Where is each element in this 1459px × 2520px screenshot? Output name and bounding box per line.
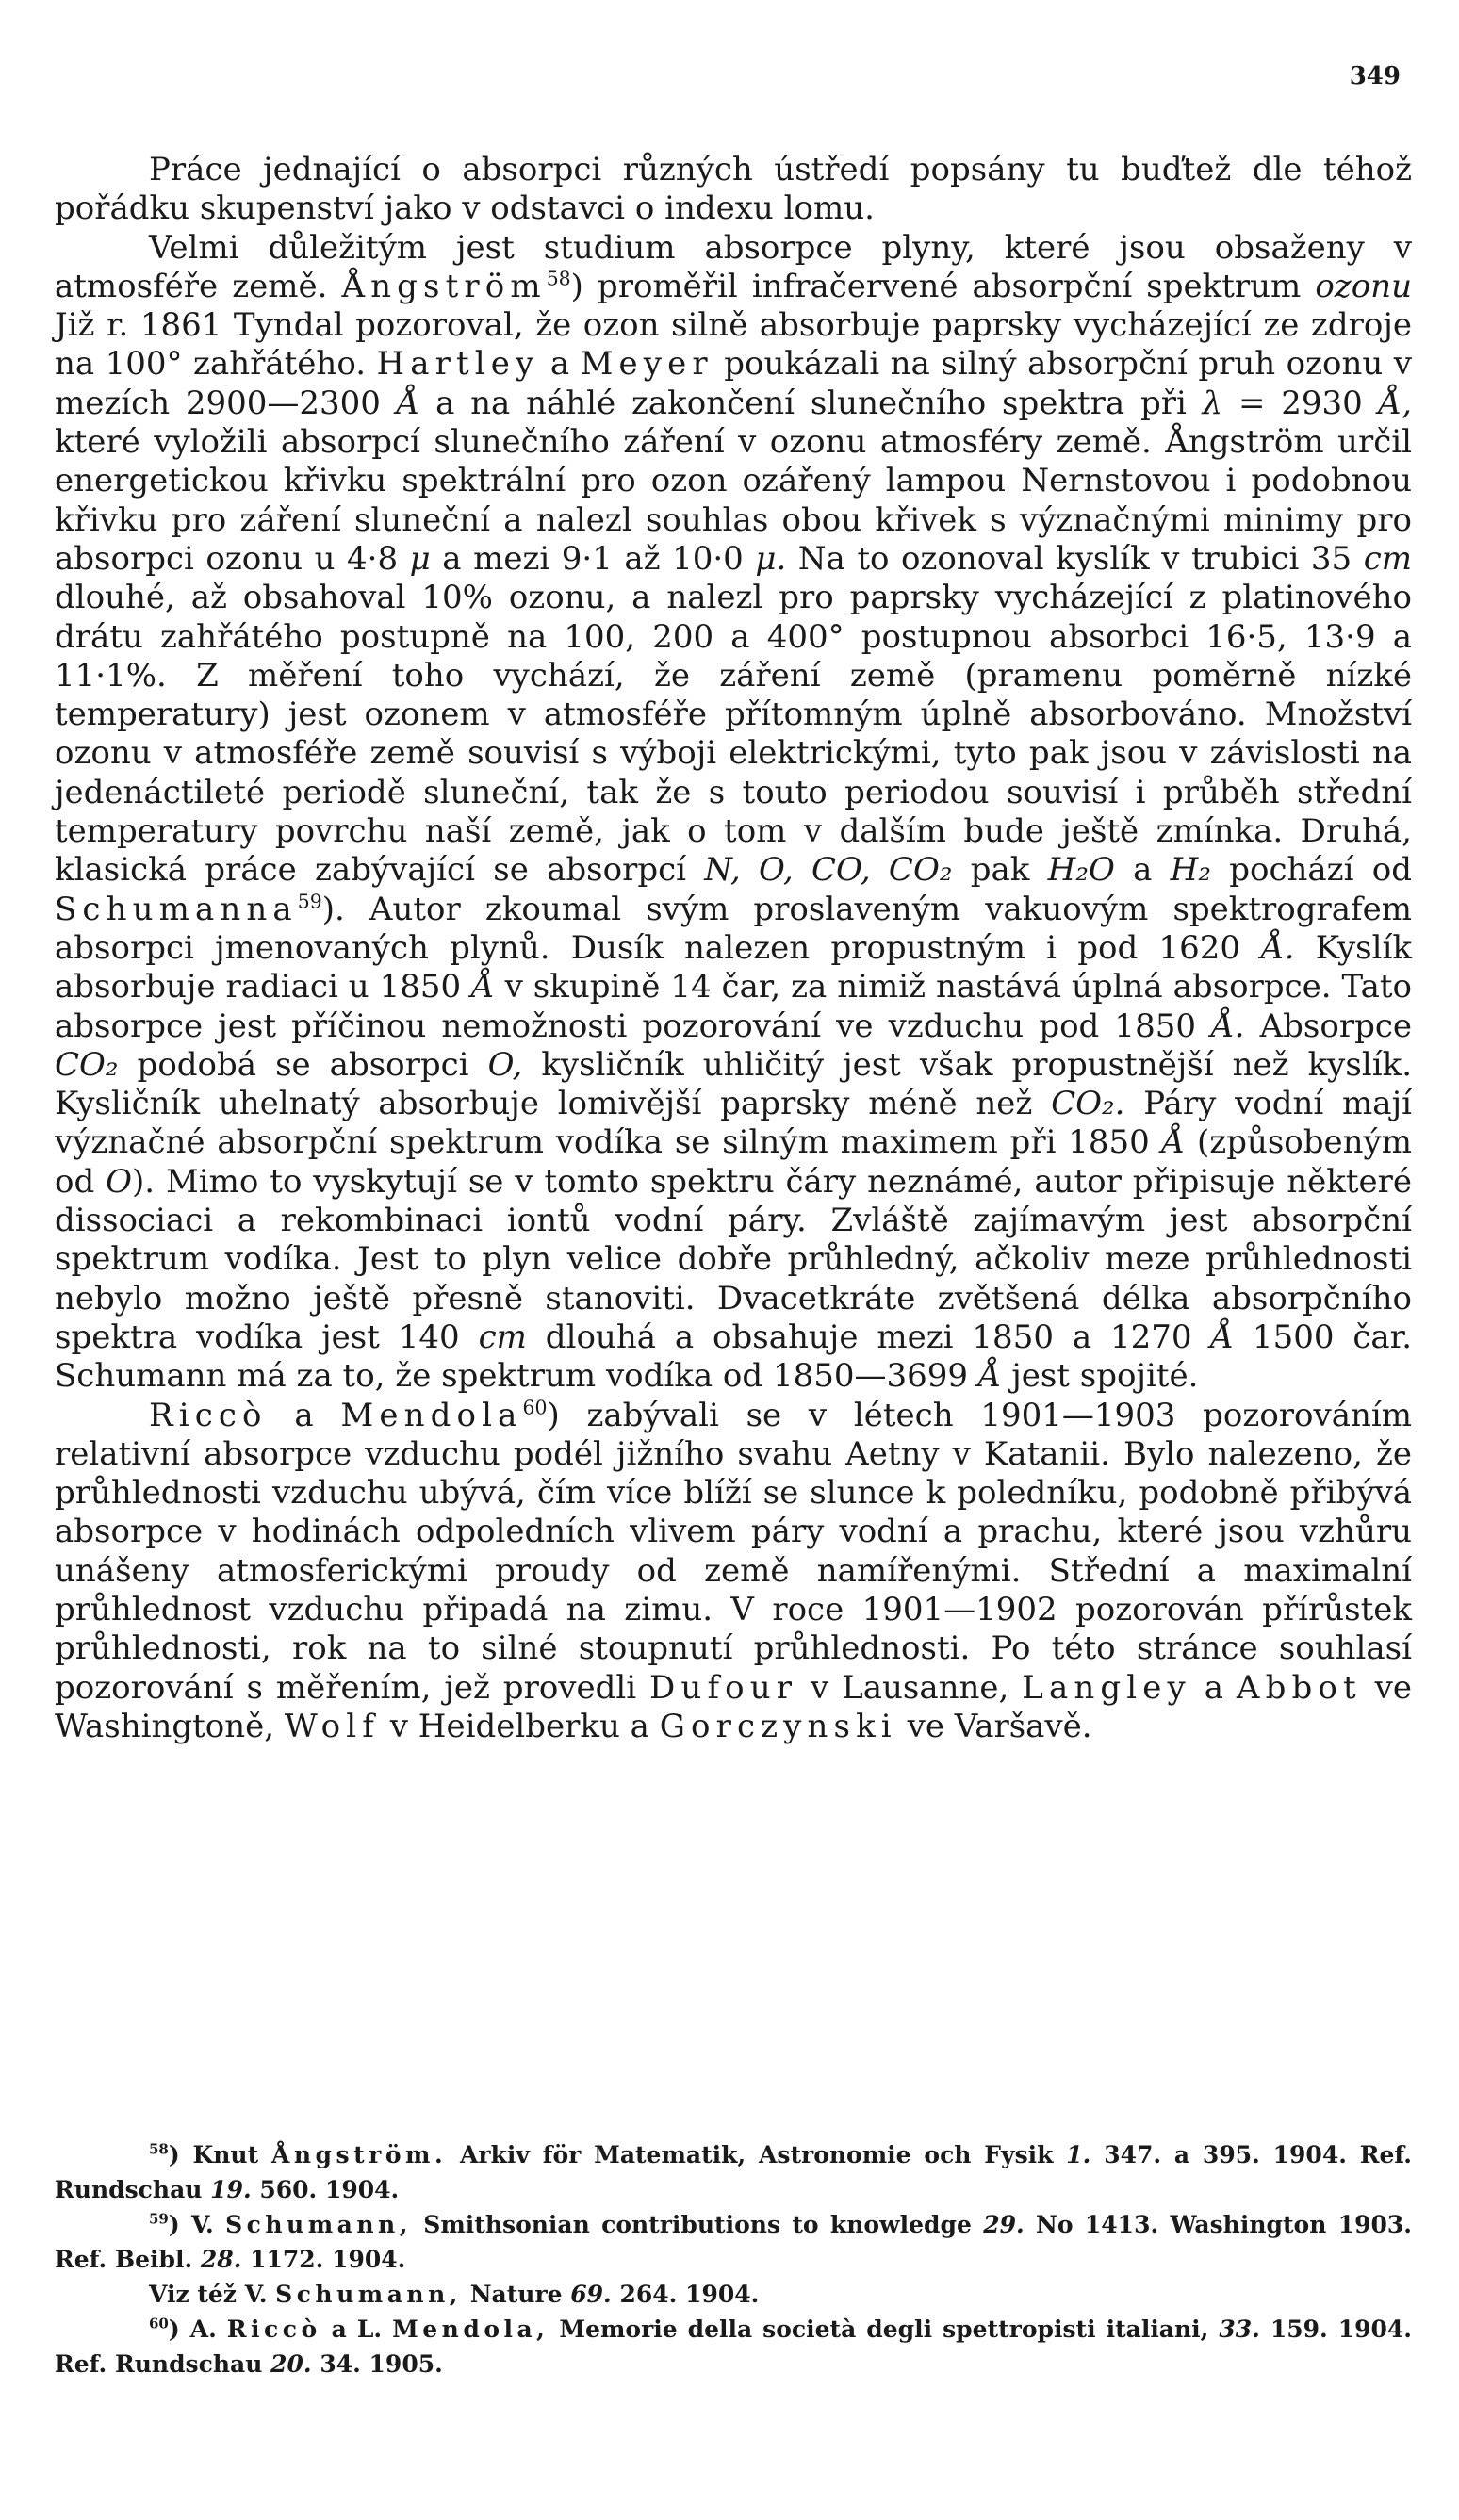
- text-run: ve Washingtoně,: [55, 1668, 1412, 1745]
- text-run: poukázali na silný absorpční pruh ozonu v mezích 2900—2300: [55, 345, 1413, 422]
- text-run: Å.: [1261, 928, 1295, 967]
- text-run: Na to ozonoval kyslík v trubici 35: [786, 539, 1364, 578]
- text-run: ve Varšavě.: [896, 1707, 1092, 1745]
- text-run: pak: [952, 851, 1048, 890]
- page-number: 349: [1349, 62, 1401, 90]
- author-name: Dufour: [649, 1668, 798, 1707]
- text-run: ) V.: [168, 2211, 226, 2238]
- footnote-ref[interactable]: 58: [546, 267, 571, 290]
- text-run: = 2930: [1222, 384, 1379, 422]
- text-run: Arkiv för Matematik, Astronomie och Fysik: [447, 2141, 1067, 2168]
- text-run: Å: [1161, 1123, 1186, 1162]
- text-run: Mendola,: [392, 2315, 549, 2343]
- text-run: Již r. 1861 Tyndal pozoroval, že ozon silně absorbuje paprsky vycházející ze zdroje na 100° zahřátého.: [55, 306, 1412, 384]
- text-run: Schumann,: [225, 2211, 412, 2238]
- text-run: Viz též V.: [149, 2281, 276, 2308]
- text-run: 264. 1904.: [611, 2281, 760, 2308]
- footnote-ref[interactable]: 60: [522, 1396, 548, 1419]
- text-run: které vyložili absorpcí slunečního záření v ozonu atmosféry země. Ångström určil energetickou křivku spektrální pro ozon ozářený lampou Nernstovou i podobnou křivku pro záření sluneční a nalezl souhlas obou křivek s význačnými minimy pro absorpci ozonu u 4·8: [55, 423, 1412, 578]
- text-run: v skupině 14 čar, za nimiž nastává úplná absorpce. Tato absorpce jest příčinou nemožnosti pozorování ve vzduchu pod 1850: [55, 968, 1412, 1045]
- text-run: 33.: [1219, 2315, 1260, 2343]
- text-run: a: [1114, 851, 1171, 890]
- author-name: Ångström: [341, 267, 547, 305]
- text-run: 1500 čar. Schumann má za to, že spektrum vodíka od 1850—3699: [55, 1317, 1413, 1396]
- text-run: dlouhé, až obsahoval 10% ozonu, a nalezl pro paprsky vycházející z platinového drátu zahřátého postupně na 100, 200 a 400° postupnou absorbci 16·5, 13·9 a 11·1%. Z měření toho vychází, že záření země (pramenu poměrně nízké temperatury) jest ozonem v atmosféře přítomným úplně absorbováno. Množství ozonu v atmosféře země souvisí s výboji elektrickými, tyto pak jsou v závislosti na jedenáctileté periodě sluneční, tak že s touto periodou souvisí i průběh střední temperatury povrchu naší země, jak o tom v dalším bude ještě zmínka. Druhá, klasická práce zabývající se absorpcí: [55, 579, 1412, 890]
- author-name: Hartley: [376, 345, 540, 384]
- text-run: a na náhlé zakončení slunečního spektra při: [419, 384, 1203, 422]
- paragraph-absorption-intro: Práce jednající o absorpci různých ústředí popsány tu buďtež dle téhož pořádku skupenství jako v odstavci o indexu lomu.: [55, 151, 1412, 228]
- text-run: CO₂.: [1051, 1085, 1125, 1123]
- text-run: Å.: [1211, 1006, 1245, 1045]
- footnote-59-continued: [55, 2277, 1412, 2312]
- text-run: Kyslík absorbuje radiaci u 1850: [55, 928, 1412, 1006]
- footnote-ref[interactable]: 59: [297, 890, 322, 913]
- text-run: podobá se absorpci: [118, 1045, 488, 1084]
- text-run: Å: [1210, 1317, 1235, 1356]
- text-run: 34. 1905.: [311, 2350, 443, 2378]
- footnotes: [55, 2137, 1412, 2381]
- text-run: H₂: [1170, 851, 1211, 890]
- text-run: Smithsonian contributions to knowledge: [411, 2211, 984, 2238]
- footnote-mark: 60: [149, 2315, 169, 2332]
- text-run: 1.: [1066, 2141, 1091, 2168]
- text-run: Páry vodní mají význačné absorpční spektrum vodíka se silným maximem při 1850: [55, 1085, 1412, 1162]
- text-run: (způsobeným od: [55, 1123, 1412, 1201]
- text-run: cm: [478, 1317, 527, 1356]
- text-run: Memorie della società degli spettropisti italiani,: [549, 2315, 1220, 2343]
- text-run: ) zabývali se v létech 1901—1903 pozorováním relativní absorpce vzduchu podél jižního svahu Aetny v Katanii. Bylo nalezeno, že průhlednosti vzduchu ubývá, čím více blíží se slunce k poledníku, podobně přibývá absorpce v hodinách odpoledních vlivem páry vodní a prachu, které jsou vzhůru unášeny atmosferickými proudy od země namířenými. Střední a maximalní průhlednost vzduchu připadá na zimu. V roce 1901—1902 pozorován přírůstek průhlednosti, rok na to silné stoupnutí průhlednosti. Po této stránce souhlasí pozorování s měřením, jež provedli: [55, 1396, 1412, 1707]
- text-run: 29.: [983, 2211, 1025, 2238]
- text-run: a mezi 9·1 až 10·0: [430, 539, 756, 578]
- text-run: N, O, CO, CO₂: [704, 851, 953, 890]
- text-run: ) Knut: [168, 2141, 271, 2168]
- text-run: jest spojité.: [1001, 1357, 1199, 1396]
- author-name: Gorczynski: [659, 1707, 897, 1745]
- text-run: Å: [471, 968, 495, 1006]
- text-run: Å: [396, 384, 420, 422]
- text-run: 347. a 395. 1904. Ref. Rundschau: [55, 2141, 1412, 2203]
- text-run: Velmi důležitým jest studium absorpce plyny, které jsou obsaženy v atmosféře země.: [55, 228, 1412, 305]
- text-run: v Lausanne,: [797, 1668, 1023, 1707]
- text-run: 19.: [210, 2176, 252, 2203]
- text-run: ) proměřil infračervené absorpční spektrum: [570, 267, 1316, 305]
- text-run: pochází od: [1210, 851, 1412, 890]
- text-run: Ångström.: [270, 2141, 448, 2168]
- text-run: 159. 1904. Ref. Rundschau: [55, 2315, 1412, 2378]
- author-name: Wolf: [284, 1707, 380, 1745]
- text-run: ) A.: [168, 2315, 227, 2343]
- text-run: H₂O: [1047, 851, 1115, 890]
- author-name: Riccò: [149, 1396, 268, 1434]
- text-run: Nature: [462, 2281, 571, 2308]
- text-run: ). Autor zkoumal svým proslaveným vakuovým spektrografem absorpci jmenovaných plynů. Dusík nalezen propustným i pod 1620: [55, 890, 1412, 967]
- text-run: a: [539, 345, 581, 384]
- text-run: No 1413. Washington 1903. Ref. Beibl.: [55, 2211, 1413, 2273]
- text-run: ozonu: [1315, 267, 1412, 305]
- text-run: a: [1190, 1668, 1237, 1707]
- text-run: CO₂: [55, 1045, 119, 1084]
- text-run: ). Mimo to vyskytují se v tomto spektru čáry neznámé, autor připisuje některé dissociaci a rekombinaci iontů vodní páry. Zvláště zajímavým jest absorpční spektrum vodíka. Jest to plyn velice dobře průhledný, ačkoliv meze průhlednosti nebylo možno ještě přesně stanoviti. Dvacetkráte zvětšená délka absorpčního spektra vodíka jest 140: [55, 1162, 1412, 1356]
- text-run: 1172. 1904.: [241, 2246, 406, 2273]
- author-name: Schumanna: [55, 890, 298, 928]
- text-run: kysličník uhličitý jest však propustnější než kyslík. Kysličník uhelnatý absorbuje lomivější paprsky méně než: [55, 1045, 1413, 1123]
- text-run: μ: [409, 539, 431, 578]
- text-run: v Heidelberku a: [379, 1707, 660, 1745]
- text-run: O,: [487, 1045, 523, 1084]
- paragraph-atmospheric-gases: [55, 229, 1412, 1397]
- author-name: Abbot: [1236, 1668, 1362, 1707]
- footnote-58: [55, 2137, 1412, 2207]
- text-run: 20.: [270, 2350, 312, 2378]
- text-run: λ: [1202, 384, 1223, 422]
- footnote-59: [55, 2207, 1412, 2277]
- author-name: Langley: [1022, 1668, 1191, 1707]
- text-run: O: [106, 1162, 133, 1201]
- paragraph-ricco-mendola: [55, 1397, 1412, 1747]
- text-run: 69.: [570, 2281, 612, 2308]
- text-run: Schumann,: [275, 2281, 462, 2308]
- text-run: Å,: [1378, 384, 1412, 422]
- text-run: Absorpce: [1244, 1006, 1413, 1045]
- footnote-mark: 58: [149, 2140, 169, 2158]
- text-run: 560. 1904.: [251, 2176, 400, 2203]
- text-run: cm: [1363, 539, 1412, 578]
- text-run: a L.: [320, 2315, 393, 2343]
- text-run: a: [267, 1396, 341, 1434]
- footnote-mark: 59: [149, 2210, 169, 2228]
- author-name: Meyer: [580, 345, 713, 384]
- author-name: Mendola: [340, 1396, 523, 1434]
- text-run: Å: [977, 1357, 1002, 1396]
- footnote-60: [55, 2312, 1412, 2381]
- text-run: 28.: [200, 2246, 242, 2273]
- text-run: dlouhá a obsahuje mezi 1850 a 1270: [526, 1317, 1211, 1356]
- text-run: Riccò: [226, 2315, 321, 2343]
- body-text: [55, 151, 1412, 1746]
- text-run: μ.: [755, 539, 787, 578]
